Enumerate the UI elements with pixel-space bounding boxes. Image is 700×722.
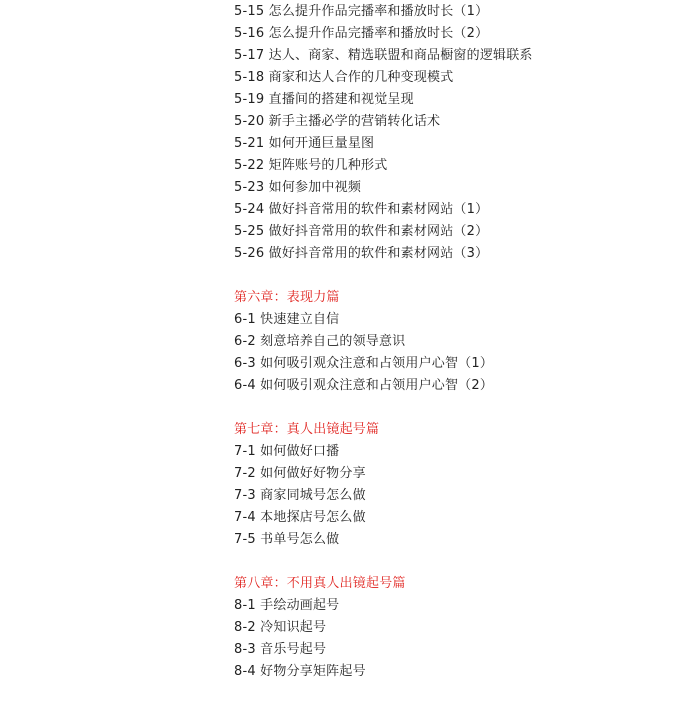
list-item: 6-3 如何吸引观众注意和占领用户心智（1） xyxy=(234,356,494,371)
list-item: 7-2 如何做好好物分享 xyxy=(234,466,366,481)
list-item: 5-19 直播间的搭建和视觉呈现 xyxy=(234,92,414,107)
list-item: 5-16 怎么提升作品完播率和播放时长（2） xyxy=(234,26,489,41)
list-item: 7-3 商家同城号怎么做 xyxy=(234,488,366,503)
list-item: 6-4 如何吸引观众注意和占领用户心智（2） xyxy=(234,378,494,393)
list-item: 8-3 音乐号起号 xyxy=(234,642,327,657)
list-item: 7-4 本地探店号怎么做 xyxy=(234,510,366,525)
section-spacer xyxy=(234,397,674,419)
list-item: 5-15 怎么提升作品完播率和播放时长（1） xyxy=(234,4,489,19)
chapter-heading: 第六章：表现力篇 xyxy=(234,290,340,305)
list-item: 6-1 快速建立自信 xyxy=(234,312,340,327)
list-item: 5-22 矩阵账号的几种形式 xyxy=(234,158,388,173)
list-item: 7-1 如何做好口播 xyxy=(234,444,340,459)
list-item: 5-17 达人、商家、精选联盟和商品橱窗的逻辑联系 xyxy=(234,48,533,63)
list-item: 8-4 好物分享矩阵起号 xyxy=(234,664,366,679)
list-item: 8-1 手绘动画起号 xyxy=(234,598,340,613)
list-item: 5-24 做好抖音常用的软件和素材网站（1） xyxy=(234,202,489,217)
list-item: 5-21 如何开通巨量星图 xyxy=(234,136,375,151)
list-item: 5-26 做好抖音常用的软件和素材网站（3） xyxy=(234,246,489,261)
list-item: 7-5 书单号怎么做 xyxy=(234,532,340,547)
chapter-heading: 第七章：真人出镜起号篇 xyxy=(234,422,380,437)
list-item: 5-25 做好抖音常用的软件和素材网站（2） xyxy=(234,224,489,239)
list-item: 5-18 商家和达人合作的几种变现模式 xyxy=(234,70,454,85)
list-item: 8-2 冷知识起号 xyxy=(234,620,327,635)
section-spacer xyxy=(234,551,674,573)
list-item: 5-23 如何参加中视频 xyxy=(234,180,362,195)
list-item: 5-20 新手主播必学的营销转化话术 xyxy=(234,114,441,129)
chapter-heading: 第八章：不用真人出镜起号篇 xyxy=(234,576,406,591)
list-item: 6-2 刻意培养自己的领导意识 xyxy=(234,334,406,349)
table-of-contents xyxy=(234,1,674,683)
section-spacer xyxy=(234,265,674,287)
